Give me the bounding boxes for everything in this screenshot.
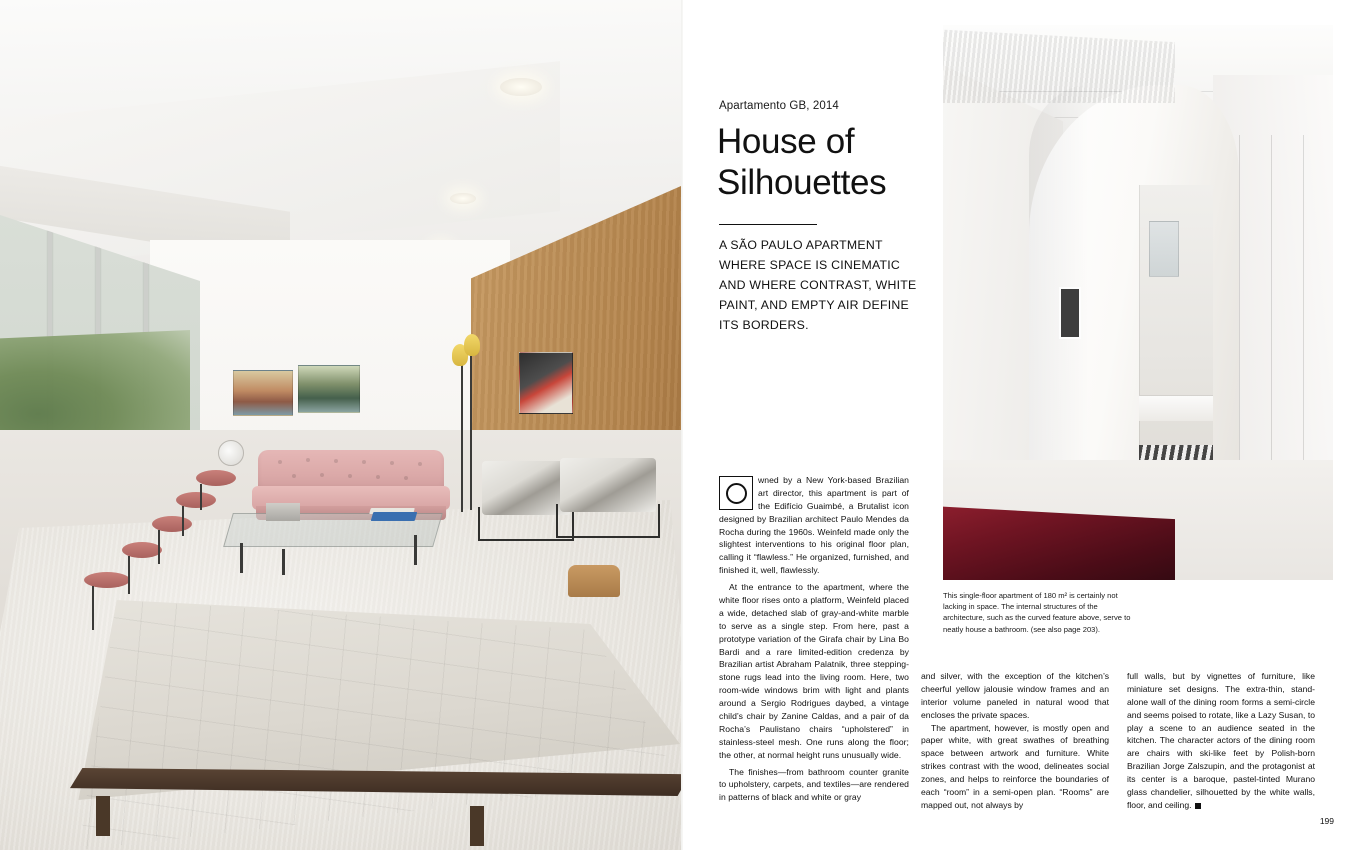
paragraph: The finishes—from bathroom counter granite to upholstery, carpets, and textiles—are rendered in patterns of black and white or gray (719, 766, 909, 803)
daybed-quilting (40, 600, 680, 850)
paragraph: and silver, with the exception of the kitchen’s cheerful yellow jalousie window frames and an interior volume paneled in natural wood that encloses the private spaces. (921, 671, 1109, 720)
paragraph: At the entrance to the apartment, where the white floor rises onto a platform, Weinfeld placed a wide, detached slab of gray-and-white marble to serve as a single step. From here, past a prototype variation of the Girafa chair by Lina Bo Bardi and a rare limited-edition credenza by Brazilian artist Abraham Palatnik, three stepping-stone rugs lead into the living room. Here, two room-wide windows brim with light and plants around a Sergio Rodrigues daybed, a vintage child’s chair by Zanine Caldas, and a pair of da Rocha’s Paulistano chairs “upholstered” in stainless-steel mesh. One runs along the floor; the other, at normal height runs unusually wide. (719, 582, 909, 760)
title-rule (719, 224, 817, 225)
paragraph (1127, 670, 1315, 812)
wall-artwork (1059, 287, 1081, 339)
bathroom-mirror (1149, 221, 1179, 277)
downlight-icon (450, 193, 476, 204)
article-column-3 (1127, 670, 1315, 812)
hallway-photograph (943, 25, 1333, 580)
wood-side-stool (568, 565, 620, 597)
armchair-frame (556, 504, 660, 538)
paragraph: wned by a New York-based Brazilian art director, this apartment is part of the Edifício Guaimbé, a Brutalist icon designed by Brazilian architect Paulo Mendes da Rocha during the 1960s. Weinfeld made only the slightest interventions to his original floor plan, calling it “flawless.” He organized, furnished, and finished it, well, flawlessly. (719, 475, 909, 576)
paragraph: The apartment, however, is mostly open and paper white, with great swathes of breathing space between artwork and furniture. White strikes contrast with the wood, delineates social zones, and helps to reinforce the boundaries of each “room” in a semi-open plan. “Rooms” are mapped out, not always by (921, 722, 1109, 810)
framed-artwork (519, 352, 573, 414)
drop-cap-letter-o (726, 483, 747, 504)
low-daybed (40, 600, 680, 850)
page-number: 199 (1319, 816, 1334, 826)
floor-lamp-stem (470, 352, 472, 510)
drop-cap (719, 476, 753, 510)
daybed-leg (96, 796, 110, 836)
article-kicker: Apartamento GB, 2014 (719, 100, 839, 112)
daybed-leg (470, 806, 484, 846)
article-standfirst: A SÃO PAULO APARTMENT WHERE SPACE IS CINEMATIC AND WHERE CONTRAST, WHITE PAINT, AND EMPTY AIR DEFINE ITS BORDERS. (719, 238, 917, 332)
downlight-icon (500, 78, 542, 96)
article-column-2 (921, 670, 1109, 812)
framed-artwork (233, 370, 293, 416)
tabletop-objects (266, 503, 300, 521)
leather-stool (84, 572, 130, 588)
mesh-armchair (556, 452, 660, 538)
article-column-1 (719, 474, 909, 804)
paragraph-text: full walls, but by vignettes of furniture, like miniature set designs. The extra-thin, stand-alone wall of the dining room forms a semi-circle and seems poised to rotate, like a Lazy Susan, to play a scene to an audience seated in the kitchen. The character actors of the dining room are chairs with ski-like feet by Polish-born Brazilian Jorge Zalszupin, and the protagonist at its center is a baroque, pastel-tinted Murano glass chandelier, silhouetted by the white walls, floor, and ceiling. (1127, 671, 1315, 810)
right-page (683, 0, 1360, 850)
floor-lamp-stem (461, 362, 463, 512)
leather-stool (196, 470, 236, 486)
table-book (371, 512, 418, 521)
lamp-shade-icon (464, 334, 480, 356)
page-title (717, 122, 947, 203)
framed-artwork (298, 365, 360, 413)
headline-line-1: House of (717, 122, 855, 161)
headline-line-2: Silhouettes (717, 162, 887, 202)
table-fan (218, 440, 244, 466)
end-mark-icon (1195, 803, 1201, 809)
glass-coffee-table (228, 513, 438, 575)
article-bottom-columns (921, 670, 1333, 812)
photo-caption: This single-floor apartment of 180 m² is certainly not lacking in space. The internal structures of the architecture, such as the curved feature above, serve to neatly house a bathroom. (see also page 203). (943, 591, 1131, 634)
bathroom-vanity (1139, 395, 1213, 421)
